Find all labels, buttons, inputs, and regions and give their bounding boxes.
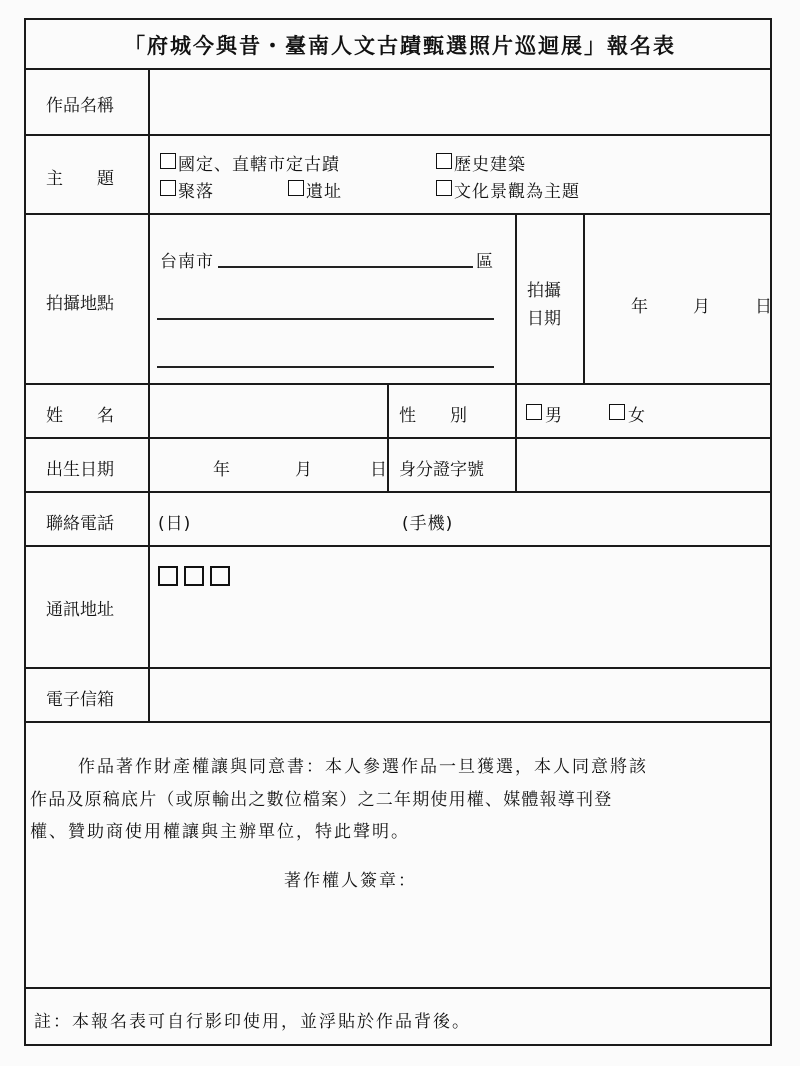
form-title: 「府城今與昔・臺南人文古蹟甄選照片巡迴展」報名表 <box>124 34 676 58</box>
signature-label: 著作權人簽章： <box>284 871 417 891</box>
email-input[interactable] <box>152 670 768 719</box>
shoot-month-unit: 月 <box>693 297 711 317</box>
phone-day-label: (日) <box>158 514 192 534</box>
postal-digit-box[interactable] <box>184 566 204 586</box>
footer-note: 註：本報名表可自行影印使用，並浮貼於作品背後。 <box>34 1012 471 1032</box>
id-number-input[interactable] <box>519 440 768 489</box>
phone-mobile-label: (手機) <box>402 514 454 534</box>
location-district-suffix: 區 <box>476 252 494 272</box>
checkbox[interactable] <box>436 180 452 196</box>
checkbox[interactable] <box>526 404 542 420</box>
address-label: 通訊地址 <box>46 600 114 620</box>
email-label: 電子信箱 <box>46 690 114 710</box>
location-label: 拍攝地點 <box>46 294 114 314</box>
checkbox[interactable] <box>288 180 304 196</box>
name-input[interactable] <box>152 386 384 435</box>
id-number-label: 身分證字號 <box>399 460 484 480</box>
theme-label: 主 題 <box>46 169 114 189</box>
checkbox[interactable] <box>609 404 625 420</box>
shoot-date-label-1: 拍攝 <box>527 281 561 301</box>
location-city: 台南市 <box>160 252 214 272</box>
consent-line-2: 作品及原稿底片（或原輸出之數位檔案）之二年期使用權、媒體報導刊登 <box>30 790 613 810</box>
location-line-3[interactable] <box>157 366 494 368</box>
checkbox[interactable] <box>436 153 452 169</box>
signature-area[interactable] <box>420 856 760 916</box>
name-label: 姓 名 <box>46 406 114 426</box>
district-input[interactable] <box>218 266 473 268</box>
birth-year-unit: 年 <box>213 460 231 480</box>
shoot-day-unit: 日 <box>755 297 773 317</box>
phone-label: 聯絡電話 <box>46 514 114 534</box>
postal-digit-box[interactable] <box>158 566 178 586</box>
checkbox[interactable] <box>160 153 176 169</box>
checkbox[interactable] <box>160 180 176 196</box>
birthday-label: 出生日期 <box>46 460 114 480</box>
gender-label: 性 別 <box>399 406 467 426</box>
shoot-year-unit: 年 <box>631 297 649 317</box>
work-name-input[interactable] <box>152 71 768 132</box>
birth-month-unit: 月 <box>295 460 313 480</box>
work-name-label: 作品名稱 <box>46 96 114 116</box>
postal-digit-box[interactable] <box>210 566 230 586</box>
consent-line-1: 作品著作財產權讓與同意書：本人參選作品一旦獲選，本人同意將該 <box>78 757 648 777</box>
birth-day-unit: 日 <box>370 460 388 480</box>
shoot-date-label-2: 日期 <box>527 309 561 329</box>
location-line-2[interactable] <box>157 318 494 320</box>
consent-line-3: 權、贊助商使用權讓與主辦單位，特此聲明。 <box>30 822 410 842</box>
